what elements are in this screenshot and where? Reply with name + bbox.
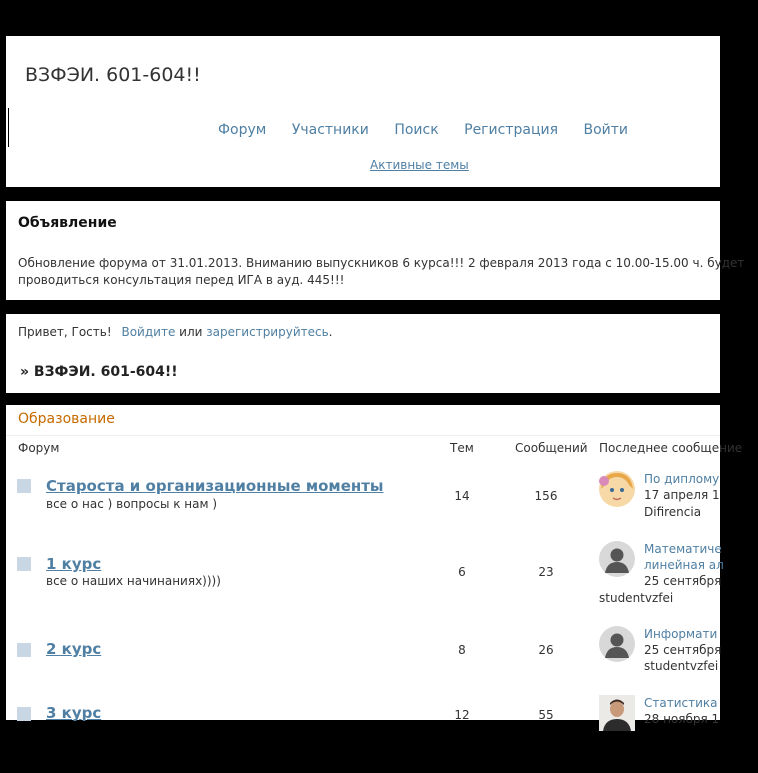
default-user-icon[interactable] [599,626,635,662]
greeting-hello: Привет, Гость! [18,325,112,339]
breadcrumb[interactable]: » ВЗФЭИ. 601-604!! [20,364,178,380]
last-post-link[interactable]: По диплому [644,472,720,486]
nav-login[interactable]: Войти [583,122,628,138]
last-post-link[interactable]: Информати [644,627,718,641]
last-post-info [644,695,719,727]
posts-count: 26 [538,643,554,657]
forum-status-icon [17,479,31,493]
last-post-author[interactable]: studentvzfei [599,591,674,605]
header-forum: Форум [18,441,60,455]
forum-title[interactable]: Староста и организационные моменты [46,477,384,495]
last-post-author[interactable]: studentvzfei [644,659,719,673]
topics-count: 8 [458,643,466,657]
last-post-date: 28 ноября 1 [644,712,720,726]
last-post-author[interactable]: Difirencia [644,505,702,519]
nav-members[interactable]: Участники [291,122,369,138]
header-last-post: Последнее сообщение [599,441,743,455]
last-post-info [644,471,720,503]
announcement-panel [6,201,745,300]
anime-avatar-icon[interactable] [599,471,635,507]
register-link[interactable]: зарегистрируйтесь [206,325,329,339]
topics-count: 6 [458,565,466,579]
last-post-date: 17 апреля 1 [644,488,720,502]
greeting-period: . [328,325,333,339]
forum-status-icon [17,557,31,571]
announcement-title: Объявление [18,215,117,231]
forum-status-icon [17,643,31,657]
forum-row [6,467,720,547]
last-post-date: 25 сентября [644,574,722,588]
text-cursor [8,108,9,147]
forum-category-panel [6,405,743,726]
nav-search[interactable]: Поиск [394,122,439,138]
header-panel [6,36,720,187]
last-post-date: 25 сентября [644,643,722,657]
topics-count: 14 [454,489,470,503]
last-post-info [644,541,724,589]
announcement-text: Обновление форума от 31.01.2013. Вниманию выпускников 6 курса!!! 2 февраля 2013 года с 10.00-15.00 ч. будет проводиться консультация перед ИГА в ауд. 445!!! [18,256,745,287]
category-title[interactable]: Образование [18,411,115,427]
greeting-panel [6,314,720,393]
category-divider [6,435,720,436]
greeting-line [18,325,333,339]
site-title: ВЗФЭИ. 601-604!! [25,64,201,86]
active-topics-link[interactable]: Активные темы [370,158,469,172]
forum-status-icon [17,707,31,721]
nav-register[interactable]: Регистрация [464,122,559,138]
default-user-icon[interactable] [599,541,635,577]
forum-row [6,693,720,773]
main-nav [218,122,649,138]
photo-avatar-icon[interactable] [599,695,635,731]
header-posts: Сообщений [515,441,588,455]
nav-forum[interactable]: Форум [218,122,267,138]
last-post-link[interactable]: Статистика [644,696,718,710]
forum-title[interactable]: 2 курс [46,640,102,658]
posts-count: 156 [534,489,558,503]
forum-title[interactable]: 1 курс [46,555,102,573]
forum-title[interactable]: 3 курс [46,704,102,722]
posts-count: 23 [538,565,554,579]
header-topics: Тем [450,441,474,455]
forum-description: все о нас ) вопросы к нам ) [46,497,218,511]
posts-count: 55 [538,708,554,722]
greeting-or: или [179,325,203,339]
forum-row [6,541,724,621]
last-post-info [644,626,721,674]
login-link[interactable]: Войдите [121,325,176,339]
last-post-link[interactable]: Математиче [644,542,722,556]
topics-count: 12 [454,708,470,722]
forum-description: все о наших начинаниях)))) [46,574,221,588]
last-post-link-line2[interactable]: линейная ал [644,558,724,572]
